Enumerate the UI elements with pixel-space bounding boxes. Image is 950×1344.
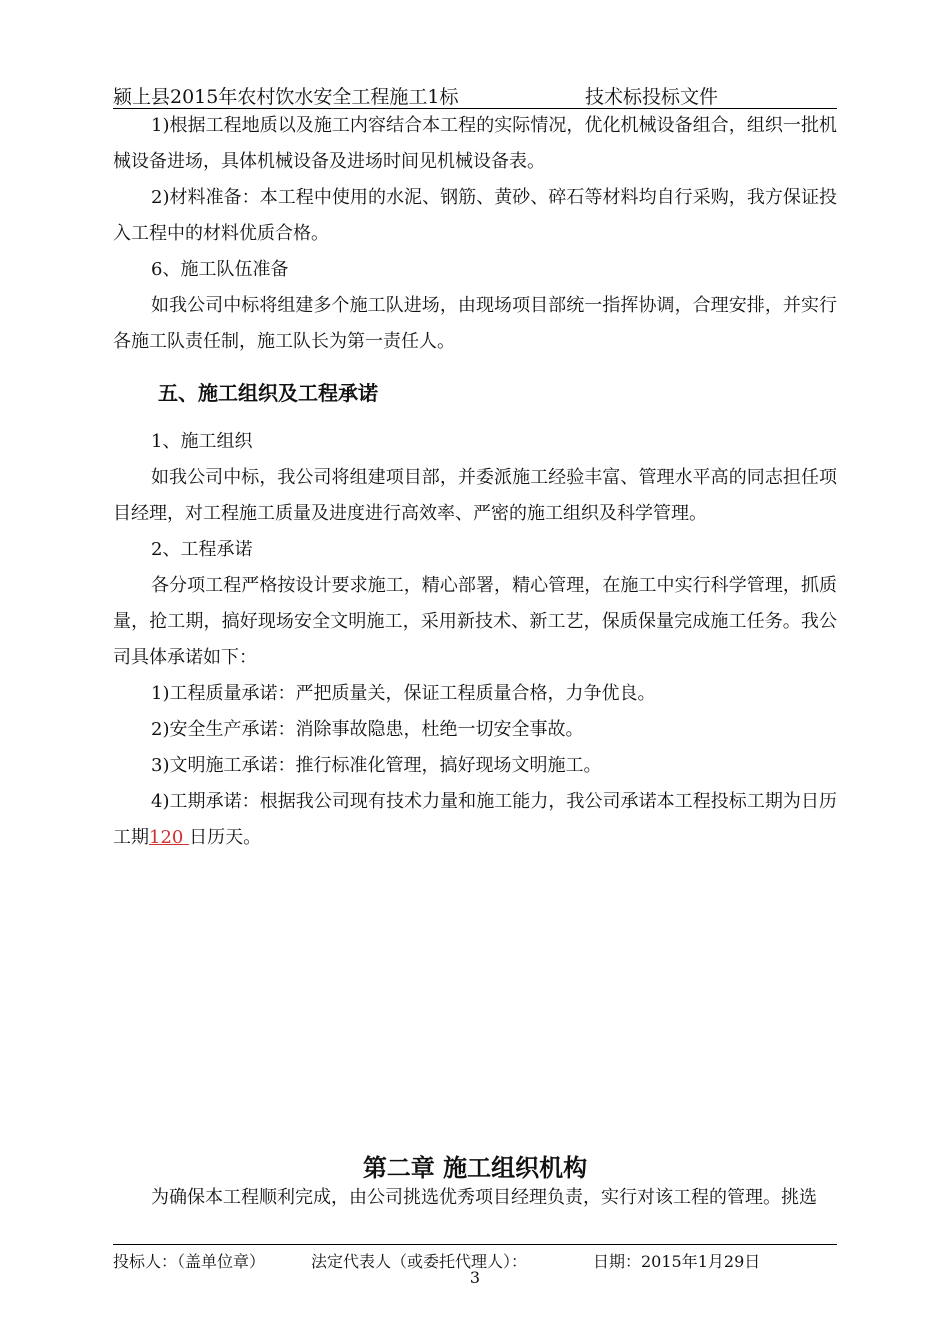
footer-representative: 法定代表人（或委托代理人）： [311,1252,528,1271]
paragraph-machinery: 1)根据工程地质以及施工内容结合本工程的实际情况，优化机械设备组合，组织一批机械设备进场，具体机械设备及进场时间见机械设备表。 [113,115,837,172]
page-footer [113,1244,837,1269]
paragraph-materials: 2)材料准备：本工程中使用的水泥、钢筋、黄砂、碎石等材料均自行采购，我方保证投入工程中的材料优质合格。 [113,187,837,244]
commitment-quality: 1)工程质量承诺：严把质量关，保证工程质量合格，力争优良。 [151,683,656,704]
paragraph-organization: 如我公司中标，我公司将组建项目部，并委派施工经验丰富、管理水平高的同志担任项目经理，对工程施工质量及进度进行高效率、严密的施工组织及科学管理。 [113,467,837,524]
page-number: 3 [469,1268,481,1287]
document-body [113,108,837,856]
commitment-safety: 2)安全生产承诺：消除事故隐患，杜绝一切安全事故。 [151,719,584,740]
schedule-days: 120 [149,827,190,848]
page-header [113,80,837,109]
schedule-text: 4)工期承诺：根据我公司现有技术力量和施工能力，我公司承诺本工程投标工期为日历工期 [113,791,837,848]
commitment-civilized: 3)文明施工承诺：推行标准化管理，搞好现场文明施工。 [151,755,602,776]
subheading-commitment: 2、工程承诺 [151,539,253,560]
schedule-unit: 日历天。 [189,827,262,848]
subheading-organization: 1、施工组织 [151,431,253,452]
chapter-first-line: 为确保本工程顺利完成，由公司挑选优秀项目经理负责，实行对该工程的管理。挑选 [151,1187,817,1208]
subheading-team-preparation: 6、施工队伍准备 [151,259,289,280]
chapter-title: 第二章 施工组织机构 [362,1153,588,1182]
header-document-type: 技术标投标文件 [585,86,719,108]
header-project-title: 颍上县2015年农村饮水安全工程施工1标 [113,86,459,108]
footer-bidder: 投标人：（盖单位章） [113,1252,266,1271]
section-title: 五、施工组织及工程承诺 [158,381,378,405]
paragraph-team: 如我公司中标将组建多个施工队进场，由现场项目部统一指挥协调，合理安排，并实行各施工队责任制，施工队长为第一责任人。 [113,295,837,352]
paragraph-commitment: 各分项工程严格按设计要求施工，精心部署，精心管理，在施工中实行科学管理，抓质量，抢工期，搞好现场安全文明施工，采用新技术、新工艺，保质保量完成施工任务。我公司具体承诺如下： [113,575,837,668]
commitment-schedule [113,784,837,856]
chapter-paragraph [113,1180,837,1216]
footer-date: 日期：2015年1月29日 [593,1252,761,1271]
